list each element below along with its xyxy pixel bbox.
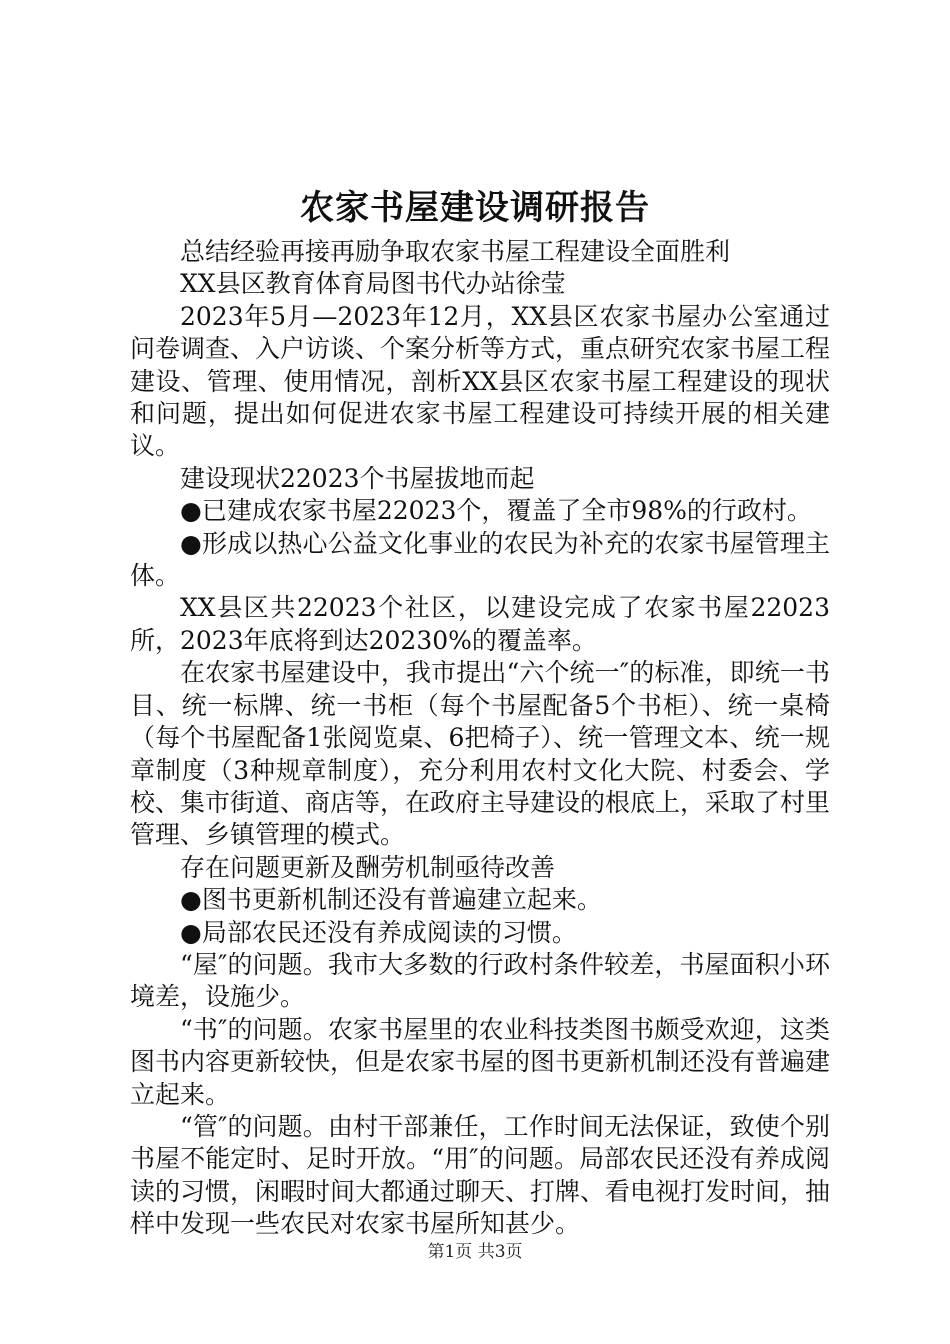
- author-paragraph: XX县区教育体育局图书代办站徐莹: [180, 269, 566, 299]
- bullet-paragraph: ●局部农民还没有养成阅读的习惯。: [180, 917, 577, 947]
- section-heading-status: 建设现状22023个书屋拔地而起: [180, 463, 535, 493]
- body-paragraph: XX县区共22023个社区，以建设完成了农家书屋22023所，2023年底将到达20230%的覆盖率。: [130, 593, 830, 655]
- bullet-paragraph: ●图书更新机制还没有普遍建立起来。: [180, 885, 602, 915]
- section-heading-problems: 存在问题更新及酬劳机制亟待改善: [180, 852, 556, 882]
- subtitle-paragraph: 总结经验再接再励争取农家书屋工程建设全面胜利: [180, 237, 731, 266]
- bullet-paragraph: ●已建成农家书屋22023个，覆盖了全市98%的行政村。: [180, 496, 812, 526]
- body-paragraph: “书″的问题。农家书屋里的农业科技类图书颇受欢迎，这类图书内容更新较快，但是农家书屋的图书更新机制还没有普遍建立起来。: [130, 1014, 831, 1109]
- document-title: 农家书屋建设调研报告: [300, 188, 650, 228]
- body-paragraph: “管″的问题。由村干部兼任，工作时间无法保证，致使个别书屋不能定时、足时开放。“用″的问题。局部农民还没有养成阅读的习惯，闲暇时间大都通过聊天、打牌、看电视打发时间，抽样中发现一些农民对农家书屋所知甚少。: [130, 1111, 831, 1239]
- intro-paragraph: 2023年5月—2023年12月，XX县区农家书屋办公室通过问卷调查、入户访谈、个案分析等方式，重点研究农家书屋工程建设、管理、使用情况，剖析XX县区农家书屋工程建设的现状和问题，提出如何促进农家书屋工程建设可持续开展的相关建议。: [130, 301, 831, 461]
- bullet-paragraph: ●形成以热心公益文化事业的农民为补充的农家书屋管理主体。: [130, 528, 830, 591]
- body-paragraph: “屋″的问题。我市大多数的行政村条件较差，书屋面积小环境差，设施少。: [130, 949, 830, 1012]
- body-paragraph: 在农家书屋建设中，我市提出“六个统一″的标准，即统一书目、统一标牌、统一书柜（每个书屋配备5个书柜）、统一桌椅（每个书屋配备1张阅览桌、6把椅子）、统一管理文本、统一规章制度（3种规章制度），充分利用农村文化大院、村委会、学校、集市街道、商店等，在政府主导建设的根底上，采取了村里管理、乡镇管理的模式。: [130, 658, 831, 850]
- page-footer: 第1页 共3页: [427, 1242, 523, 1262]
- document-body: [130, 236, 830, 1241]
